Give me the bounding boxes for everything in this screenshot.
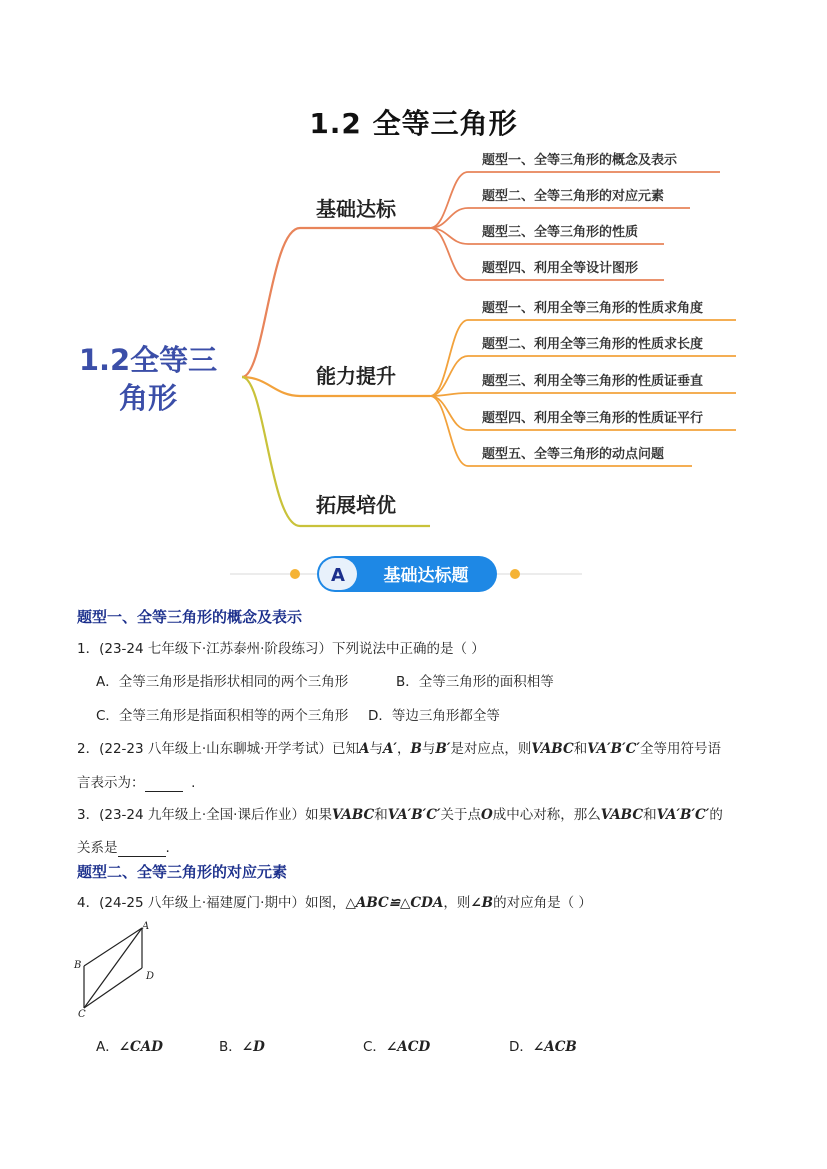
q3-triangle-3: VABC <box>600 807 644 823</box>
branch2-item-1: 题型一、利用全等三角形的性质求角度 <box>482 301 704 316</box>
q2-triangle-2: VA′B′C′ <box>587 741 640 757</box>
branch2-item-4: 题型四、利用全等三角形的性质证平行 <box>482 411 704 426</box>
q2-with-1: 与 <box>369 741 383 757</box>
q2-triangle-1: VABC <box>531 741 574 757</box>
q4-option-b-value: ∠D <box>241 1039 265 1055</box>
q2-text-4: 言表示为： <box>77 775 145 791</box>
q2-answer-blank[interactable] <box>145 775 183 792</box>
q3-triangle-1: VABC <box>331 807 375 823</box>
branch2-item-5: 题型五、全等三角形的动点问题 <box>482 447 665 462</box>
q3-and: 和 <box>374 807 388 823</box>
mindmap <box>0 140 827 540</box>
section-heading-2: 题型二、全等三角形的对应元素 <box>77 863 288 881</box>
q3-triangle-2: VA′B′C′ <box>387 807 441 823</box>
q4-figure <box>70 920 170 1020</box>
q2-end: . <box>191 775 196 791</box>
branch-label-1: 基础达标 <box>316 197 396 221</box>
fig-label-d: D <box>146 971 155 982</box>
q2-text-1: 2．(22-23 八年级上·山东聊城·开学考试）已知 <box>77 741 359 757</box>
q4-text-2: ，则 <box>443 895 471 911</box>
q3-line2 <box>77 836 170 857</box>
banner-right-dot <box>510 569 520 579</box>
branch-connector-1 <box>242 228 430 377</box>
q2-with-2: 与 <box>421 741 436 757</box>
q4-option-d-value: ∠ACB <box>532 1039 577 1055</box>
q4-option-c-letter: C． <box>363 1039 386 1055</box>
q4-option-b <box>219 1035 265 1055</box>
q4-text-1: 4．(24-25 八年级上·福建厦门·期中）如图， <box>77 895 346 911</box>
q2-point-b-prime: B′ <box>435 741 451 757</box>
q2-line2 <box>77 771 195 792</box>
q2-line1 <box>77 737 721 757</box>
branch-label-3: 拓展培优 <box>316 493 396 517</box>
q3-line1 <box>77 803 723 823</box>
q1-stem: 1．(23-24 七年级下·江苏泰州·阶段练习）下列说法中正确的是（ ） <box>77 641 485 657</box>
branch1-item-4: 题型四、利用全等设计图形 <box>482 261 639 276</box>
q4-option-d <box>509 1035 577 1055</box>
q4-option-c <box>363 1035 430 1055</box>
q3-text-3: 成中心对称，那么 <box>492 807 601 823</box>
branch2-item-2: 题型二、利用全等三角形的性质求长度 <box>482 337 704 352</box>
fig-label-b: B <box>74 960 82 971</box>
document-title: 1.2 全等三角形 <box>309 107 518 140</box>
q3-text-1: 3．(23-24 九年级上·全国·课后作业）如果 <box>77 807 332 823</box>
mindmap-root-line1: 1.2全等三 <box>78 343 218 377</box>
q4-text-3: 的对应角是（ ） <box>493 895 592 911</box>
q3-text-2: 关于点 <box>440 807 482 823</box>
q2-point-a-prime: A′ <box>382 741 397 757</box>
banner-left-dot <box>290 569 300 579</box>
branch1-item-1: 题型一、全等三角形的概念及表示 <box>482 153 678 168</box>
q4-option-a <box>96 1035 163 1055</box>
fig-label-a: A <box>142 921 150 932</box>
branch1-item-3: 题型三、全等三角形的性质 <box>482 225 639 240</box>
section-heading-1: 题型一、全等三角形的概念及表示 <box>77 608 303 626</box>
q3-and-2: 和 <box>643 807 657 823</box>
q1-option-a: A．全等三角形是指形状相同的两个三角形 <box>96 674 349 690</box>
q2-text-2: 是对应点，则 <box>450 741 532 757</box>
q1-option-b: B．全等三角形的面积相等 <box>396 674 554 690</box>
banner-letter: A <box>331 565 345 586</box>
q2-point-a: A <box>358 741 370 757</box>
q3-text-4: 的 <box>709 807 723 823</box>
q2-comma: ， <box>397 741 411 757</box>
q3-triangle-4: VA′B′C′ <box>656 807 710 823</box>
mindmap-root-line2: 角形 <box>118 381 178 415</box>
q4-option-a-value: ∠CAD <box>118 1039 163 1055</box>
q2-and: 和 <box>573 741 588 757</box>
q3-answer-blank[interactable] <box>118 840 166 857</box>
q3-end: . <box>165 840 170 856</box>
branch-label-2: 能力提升 <box>316 364 396 388</box>
branch2-item-3: 题型三、利用全等三角形的性质证垂直 <box>482 374 704 389</box>
q4-congruence: △ABC≌△CDA <box>345 895 444 911</box>
q3-point-o: O <box>481 807 493 823</box>
section-banner <box>226 552 606 596</box>
q2-text-3: 全等用符号语 <box>639 741 721 757</box>
q3-text-5: 关系是 <box>77 840 118 856</box>
q4-option-c-value: ∠ACD <box>385 1039 431 1055</box>
fig-label-c: C <box>78 1009 86 1020</box>
q1-option-c: C．全等三角形是指面积相等的两个三角形 <box>96 708 349 724</box>
q4-option-b-letter: B． <box>219 1039 242 1055</box>
q4-option-a-letter: A． <box>96 1039 119 1055</box>
q2-point-b: B <box>410 741 422 757</box>
branch1-item-2: 题型二、全等三角形的对应元素 <box>482 189 665 204</box>
q4-angle-b: ∠B <box>470 895 494 911</box>
q4-stem <box>77 891 592 911</box>
banner-label: 基础达标题 <box>383 566 469 586</box>
q4-option-d-letter: D． <box>509 1039 533 1055</box>
q1-option-d: D．等边三角形都全等 <box>368 708 500 724</box>
